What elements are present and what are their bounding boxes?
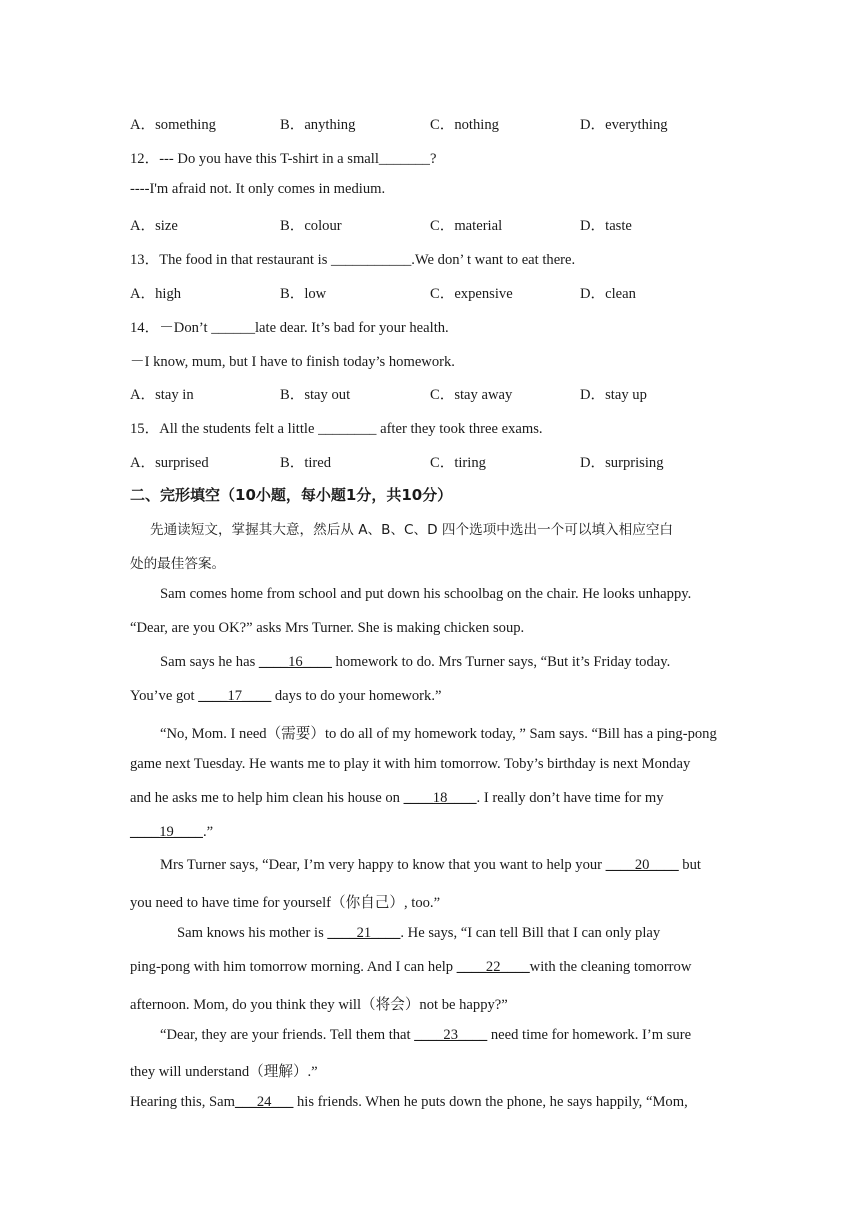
- blank-21[interactable]: ____21____: [327, 925, 401, 941]
- passage-line: [177, 925, 660, 942]
- passage-line: they will understand（理解）.”: [130, 1064, 318, 1080]
- passage-text: and he asks me to help him clean his house on: [130, 790, 404, 806]
- q12-stem: 12．--- Do you have this T-shirt in a small_______?: [130, 151, 437, 167]
- section-instruction-cont: 处的最佳答案。: [130, 556, 226, 572]
- passage-text: Hearing this, Sam: [130, 1094, 235, 1110]
- q13-option-c[interactable]: C．expensive: [430, 286, 513, 302]
- passage-line: afternoon. Mom, do you think they will（将会）not be happy?”: [130, 997, 508, 1013]
- q14-option-c[interactable]: C．stay away: [430, 387, 513, 403]
- q11-option-d[interactable]: D．everything: [580, 117, 668, 133]
- blank-23[interactable]: ____23____: [414, 1027, 488, 1043]
- passage-line: you need to have time for yourself（你自己）, too.”: [130, 895, 441, 911]
- q11-options: [130, 113, 730, 133]
- passage-line: Sam comes home from school and put down his schoolbag on the chair. He looks unhappy.: [160, 586, 692, 602]
- passage-text: .”: [202, 824, 214, 840]
- q13-option-a[interactable]: A．high: [130, 286, 182, 302]
- q14-stem: 14．－Don’t ______late dear. It’s bad for your health.: [130, 320, 449, 336]
- q12-options: [130, 214, 730, 234]
- q12-option-d[interactable]: D．taste: [580, 218, 632, 234]
- q15-option-c[interactable]: C．tiring: [430, 455, 486, 471]
- passage-line: [160, 1027, 691, 1044]
- passage-line: “Dear, are you OK?” asks Mrs Turner. She is making chicken soup.: [130, 620, 525, 636]
- blank-17[interactable]: ____17____: [198, 688, 272, 704]
- q13-option-b[interactable]: B．low: [280, 286, 327, 302]
- passage-line: game next Tuesday. He wants me to play it with him tomorrow. Toby’s birthday is next Monday: [130, 756, 691, 772]
- q11-option-a[interactable]: A．something: [130, 117, 216, 133]
- q11-option-c[interactable]: C．nothing: [430, 117, 499, 133]
- passage-text: . He says, “I can tell Bill that I can only play: [400, 925, 661, 941]
- q15-option-a[interactable]: A．surprised: [130, 455, 209, 471]
- q14-option-d[interactable]: D．stay up: [580, 387, 647, 403]
- q13-options: [130, 282, 730, 302]
- q14-reply: －I know, mum, but I have to finish today’s homework.: [130, 354, 455, 370]
- passage-text: but: [678, 857, 701, 873]
- q13-stem: 13．The food in that restaurant is ___________.We don’ t want to eat there.: [130, 252, 576, 268]
- passage-text: You’ve got: [130, 688, 199, 704]
- q12-reply: ----I'm afraid not. It only comes in medium.: [130, 181, 386, 197]
- passage-text: need time for homework. I’m sure: [487, 1027, 692, 1043]
- q13-option-d[interactable]: D．clean: [580, 286, 636, 302]
- blank-19[interactable]: ____19____: [130, 824, 203, 840]
- q15-option-d[interactable]: D．surprising: [580, 455, 664, 471]
- passage-line: [160, 857, 701, 874]
- passage-text: his friends. When he puts down the phone, he says happily, “Mom,: [293, 1094, 688, 1110]
- passage-line: [130, 790, 664, 807]
- q14-option-b[interactable]: B．stay out: [280, 387, 351, 403]
- passage-text: days to do your homework.”: [271, 688, 442, 704]
- passage-line: [130, 824, 213, 841]
- passage-text: with the cleaning tomorrow: [529, 959, 692, 975]
- blank-24[interactable]: ___24___: [234, 1094, 294, 1110]
- passage-line: [160, 654, 670, 671]
- q11-option-b[interactable]: B．anything: [280, 117, 356, 133]
- q12-option-c[interactable]: C．material: [430, 218, 503, 234]
- q15-stem: 15．All the students felt a little ________ after they took three exams.: [130, 421, 543, 437]
- q15-option-b[interactable]: B．tired: [280, 455, 332, 471]
- q14-option-a[interactable]: A．stay in: [130, 387, 194, 403]
- passage-text: Sam knows his mother is: [177, 925, 328, 941]
- passage-line: [130, 688, 441, 705]
- passage-text: Mrs Turner says, “Dear, I’m very happy to know that you want to help your: [160, 857, 606, 873]
- passage-text: homework to do. Mrs Turner says, “But it’s Friday today.: [331, 654, 671, 670]
- blank-22[interactable]: ____22____: [456, 959, 530, 975]
- passage-text: ping-pong with him tomorrow morning. And I can help: [130, 959, 457, 975]
- blank-18[interactable]: ____18____: [403, 790, 477, 806]
- section-instruction: 先通读短文，掌握其大意，然后从 A、B、C、D 四个选项中选出一个可以填入相应空白: [150, 522, 674, 538]
- q14-options: [130, 383, 730, 403]
- section-heading: 二、完形填空（10小题，每小题1分，共10分）: [130, 486, 453, 504]
- q12-option-b[interactable]: B．colour: [280, 218, 342, 234]
- q12-option-a[interactable]: A．size: [130, 218, 178, 234]
- passage-line: [130, 959, 691, 976]
- passage-line: “No, Mom. I need（需要）to do all of my homework today, ” Sam says. “Bill has a ping-pong: [160, 726, 717, 742]
- passage-text: Sam says he has: [160, 654, 259, 670]
- blank-20[interactable]: ____20____: [605, 857, 679, 873]
- q15-options: [130, 451, 730, 471]
- passage-text: “Dear, they are your friends. Tell them that: [160, 1027, 415, 1043]
- blank-16[interactable]: ____16____: [258, 654, 332, 670]
- passage-text: . I really don’t have time for my: [476, 790, 664, 806]
- passage-line: [130, 1094, 688, 1111]
